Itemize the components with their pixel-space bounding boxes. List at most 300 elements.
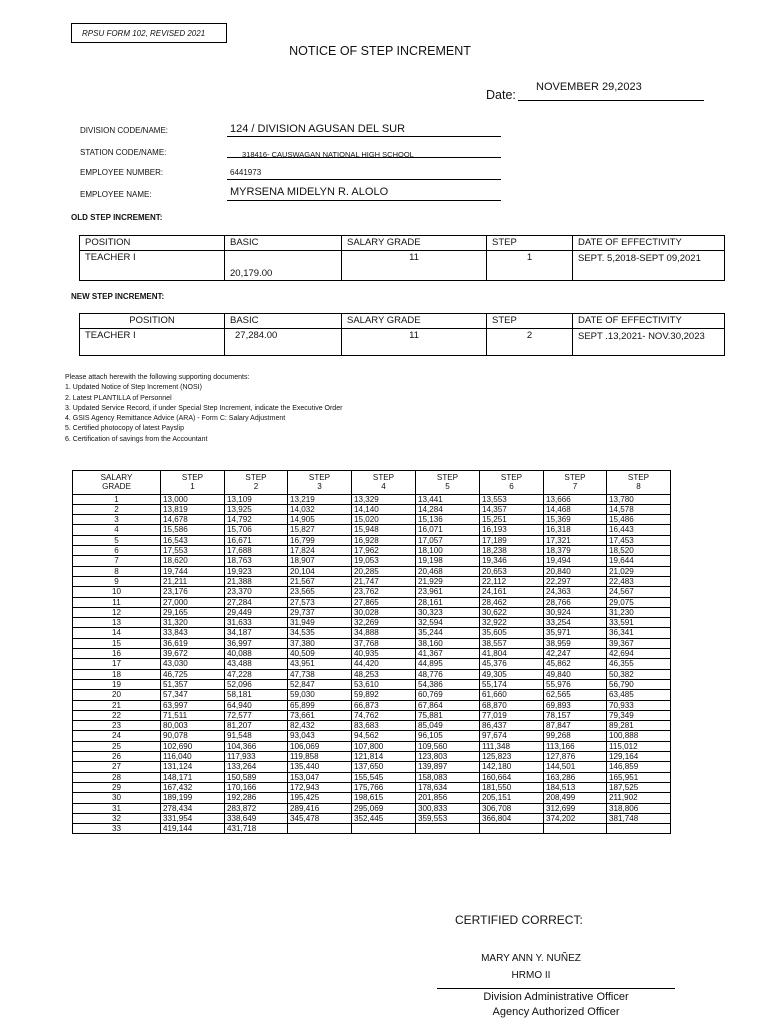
table-row (73, 494, 671, 504)
salary-cell: 62,565 (544, 690, 607, 700)
table-row (73, 515, 671, 525)
header-salary-grade (73, 471, 161, 495)
salary-cell: 135,440 (288, 762, 352, 772)
salary-grade-cell: 13 (73, 618, 161, 628)
designation-line-2: Agency Authorized Officer (492, 1006, 620, 1018)
header-line: STEP (436, 473, 459, 482)
header-line: 5 (445, 482, 450, 492)
salary-cell: 31,633 (225, 618, 288, 628)
salary-cell: 109,560 (416, 741, 480, 751)
salary-cell: 17,189 (480, 535, 544, 545)
division-value: 124 / DIVISION AGUSAN DEL SUR (230, 123, 406, 135)
salary-cell: 117,933 (225, 752, 288, 762)
salary-cell: 77,019 (480, 710, 544, 720)
salary-cell: 87,847 (544, 721, 607, 731)
salary-cell: 89,281 (607, 721, 671, 731)
salary-cell (352, 824, 416, 834)
salary-cell: 35,971 (544, 628, 607, 638)
salary-cell: 48,253 (352, 669, 416, 679)
salary-cell: 178,634 (416, 782, 480, 792)
salary-cell: 96,105 (416, 731, 480, 741)
salary-cell: 61,660 (480, 690, 544, 700)
salary-cell: 20,840 (544, 566, 607, 576)
salary-grade-cell: 25 (73, 741, 161, 751)
salary-cell: 331,954 (161, 813, 225, 823)
salary-cell: 18,238 (480, 546, 544, 556)
signature-line (437, 988, 675, 989)
table-row (73, 607, 671, 617)
old-header-basic: BASIC (225, 236, 342, 251)
salary-cell: 192,286 (225, 793, 288, 803)
header-line: GRADE (102, 482, 131, 492)
old-basic: 20,179.00 (225, 251, 342, 281)
old-step-table (79, 235, 725, 281)
salary-cell: 20,468 (416, 566, 480, 576)
salary-cell: 19,346 (480, 556, 544, 566)
salary-cell: 43,951 (288, 659, 352, 669)
salary-cell: 116,040 (161, 752, 225, 762)
salary-cell: 79,349 (607, 710, 671, 720)
salary-cell: 91,548 (225, 731, 288, 741)
salary-cell: 34,187 (225, 628, 288, 638)
salary-cell: 106,069 (288, 741, 352, 751)
salary-cell: 14,468 (544, 504, 607, 514)
salary-cell: 53,610 (352, 679, 416, 689)
supporting-documents (65, 373, 342, 445)
salary-cell: 67,864 (416, 700, 480, 710)
header-line: 7 (572, 482, 578, 492)
salary-grade-cell: 26 (73, 752, 161, 762)
salary-cell: 16,671 (225, 535, 288, 545)
salary-cell: 31,320 (161, 618, 225, 628)
salary-cell: 104,366 (225, 741, 288, 751)
salary-grade-cell: 7 (73, 556, 161, 566)
salary-cell: 18,620 (161, 556, 225, 566)
salary-cell: 27,000 (161, 597, 225, 607)
documents-intro: Please attach herewith the following supporting documents: (65, 374, 250, 381)
salary-cell: 16,928 (352, 535, 416, 545)
salary-cell: 60,769 (416, 690, 480, 700)
new-step-table (79, 313, 725, 356)
salary-cell: 36,997 (225, 638, 288, 648)
header-step-4 (352, 471, 416, 495)
table-row (73, 587, 671, 597)
salary-cell: 55,174 (480, 679, 544, 689)
salary-cell: 30,028 (352, 607, 416, 617)
salary-cell: 93,043 (288, 731, 352, 741)
salary-cell: 31,949 (288, 618, 352, 628)
salary-cell: 49,305 (480, 669, 544, 679)
salary-grade-cell: 3 (73, 515, 161, 525)
salary-cell: 30,622 (480, 607, 544, 617)
new-header-basic: BASIC (225, 314, 342, 329)
salary-cell: 16,443 (607, 525, 671, 535)
salary-cell: 34,888 (352, 628, 416, 638)
salary-cell: 283,872 (225, 803, 288, 813)
table-row (73, 649, 671, 659)
salary-cell: 127,876 (544, 752, 607, 762)
salary-cell: 40,088 (225, 649, 288, 659)
header-line: 8 (636, 482, 641, 492)
salary-cell: 58,181 (225, 690, 288, 700)
salary-cell: 102,690 (161, 741, 225, 751)
salary-cell: 21,029 (607, 566, 671, 576)
salary-cell: 35,605 (480, 628, 544, 638)
table-row (73, 669, 671, 679)
salary-cell: 115,012 (607, 741, 671, 751)
salary-cell: 32,594 (416, 618, 480, 628)
new-position: TEACHER I (80, 329, 225, 356)
salary-cell: 19,053 (352, 556, 416, 566)
salary-cell: 45,376 (480, 659, 544, 669)
table-row (73, 710, 671, 720)
salary-cell: 15,251 (480, 515, 544, 525)
salary-cell: 165,951 (607, 772, 671, 782)
salary-cell: 35,244 (416, 628, 480, 638)
salary-grade-cell: 29 (73, 782, 161, 792)
salary-cell: 24,161 (480, 587, 544, 597)
salary-cell: 431,718 (225, 824, 288, 834)
old-position: TEACHER I (80, 251, 225, 281)
salary-cell: 20,653 (480, 566, 544, 576)
salary-cell: 19,494 (544, 556, 607, 566)
salary-cell: 41,367 (416, 649, 480, 659)
header-line: 3 (317, 482, 322, 492)
header-step-3 (288, 471, 352, 495)
salary-cell: 38,160 (416, 638, 480, 648)
header-line: 1 (190, 482, 195, 492)
salary-cell: 38,557 (480, 638, 544, 648)
table-row (73, 679, 671, 689)
salary-cell: 15,948 (352, 525, 416, 535)
salary-grade-cell: 22 (73, 710, 161, 720)
salary-cell: 24,567 (607, 587, 671, 597)
salary-cell: 17,453 (607, 535, 671, 545)
header-step-2 (225, 471, 288, 495)
salary-cell: 23,370 (225, 587, 288, 597)
old-step-data-row (80, 251, 725, 281)
salary-grade-cell: 23 (73, 721, 161, 731)
salary-grade-cell: 24 (73, 731, 161, 741)
salary-cell: 69,893 (544, 700, 607, 710)
salary-cell: 71,511 (161, 710, 225, 720)
document-item: 5. Certified photocopy of latest Payslip (65, 425, 185, 433)
salary-cell: 55,976 (544, 679, 607, 689)
salary-cell: 99,268 (544, 731, 607, 741)
salary-cell: 39,672 (161, 649, 225, 659)
salary-grade-cell: 20 (73, 690, 161, 700)
salary-cell: 125,823 (480, 752, 544, 762)
salary-cell: 29,449 (225, 607, 288, 617)
salary-cell: 64,940 (225, 700, 288, 710)
employee-name-underline (227, 200, 501, 201)
station-underline (227, 157, 501, 158)
salary-cell: 14,357 (480, 504, 544, 514)
salary-cell: 28,161 (416, 597, 480, 607)
table-row (73, 803, 671, 813)
station-value: 318416- CAUSWAGAN NATIONAL HIGH SCHOOL (242, 150, 414, 159)
salary-grade-cell: 27 (73, 762, 161, 772)
division-label: DIVISION CODE/NAME: (80, 126, 169, 135)
header-line: SALARY (100, 473, 133, 482)
salary-cell: 133,264 (225, 762, 288, 772)
table-row (73, 752, 671, 762)
salary-cell: 163,286 (544, 772, 607, 782)
salary-grade-cell: 6 (73, 546, 161, 556)
salary-cell: 15,827 (288, 525, 352, 535)
table-row (73, 813, 671, 823)
salary-cell: 131,124 (161, 762, 225, 772)
salary-cell: 43,488 (225, 659, 288, 669)
salary-grade-cell: 9 (73, 576, 161, 586)
salary-cell: 16,543 (161, 535, 225, 545)
salary-cell: 14,032 (288, 504, 352, 514)
salary-cell: 148,171 (161, 772, 225, 782)
salary-cell: 170,166 (225, 782, 288, 792)
table-row (73, 690, 671, 700)
salary-cell: 14,284 (416, 504, 480, 514)
salary-cell: 137,650 (352, 762, 416, 772)
header-step-7 (544, 471, 607, 495)
salary-cell: 374,202 (544, 813, 607, 823)
date-value: NOVEMBER 29,2023 (536, 81, 642, 93)
salary-cell: 24,363 (544, 587, 607, 597)
salary-cell: 18,763 (225, 556, 288, 566)
station-label: STATION CODE/NAME: (80, 148, 167, 157)
salary-cell: 153,047 (288, 772, 352, 782)
salary-cell: 187,525 (607, 782, 671, 792)
salary-cell: 48,776 (416, 669, 480, 679)
salary-cell: 32,922 (480, 618, 544, 628)
date-label: Date: (486, 88, 516, 102)
document-item: 4. GSIS Agency Remittance Advice (ARA) - Form C: Salary Adjustment (65, 415, 286, 423)
salary-cell: 18,520 (607, 546, 671, 556)
salary-cell: 15,486 (607, 515, 671, 525)
salary-cell: 23,961 (416, 587, 480, 597)
salary-cell: 318,806 (607, 803, 671, 813)
salary-cell: 59,030 (288, 690, 352, 700)
salary-grade-cell: 17 (73, 659, 161, 669)
salary-cell: 38,959 (544, 638, 607, 648)
table-row (73, 628, 671, 638)
table-row (73, 576, 671, 586)
salary-cell: 16,071 (416, 525, 480, 535)
new-header-date: DATE OF EFFECTIVITY (573, 314, 725, 329)
salary-cell: 36,619 (161, 638, 225, 648)
salary-grade-cell: 31 (73, 803, 161, 813)
salary-cell: 17,962 (352, 546, 416, 556)
salary-cell: 97,674 (480, 731, 544, 741)
salary-cell: 57,347 (161, 690, 225, 700)
page-title: NOTICE OF STEP INCREMENT (289, 44, 471, 58)
salary-cell: 19,744 (161, 566, 225, 576)
salary-cell: 22,112 (480, 576, 544, 586)
salary-cell: 80,003 (161, 721, 225, 731)
salary-cell: 129,164 (607, 752, 671, 762)
salary-cell: 37,380 (288, 638, 352, 648)
salary-cell: 13,925 (225, 504, 288, 514)
salary-cell: 175,766 (352, 782, 416, 792)
salary-cell: 43,030 (161, 659, 225, 669)
salary-cell: 15,586 (161, 525, 225, 535)
table-row (73, 762, 671, 772)
table-row (73, 731, 671, 741)
salary-cell: 184,513 (544, 782, 607, 792)
salary-cell: 107,800 (352, 741, 416, 751)
salary-cell: 15,706 (225, 525, 288, 535)
salary-cell (288, 824, 352, 834)
employee-number-value: 6441973 (230, 168, 262, 177)
header-step-1 (161, 471, 225, 495)
salary-cell: 205,151 (480, 793, 544, 803)
new-salary-grade: 11 (342, 329, 487, 356)
old-date: SEPT. 5,2018-SEPT 09,2021 (573, 251, 725, 281)
salary-cell (480, 824, 544, 834)
old-step: 1 (487, 251, 573, 281)
header-line: STEP (564, 473, 586, 482)
signatory-name: MARY ANN Y. NUÑEZ (481, 953, 581, 964)
salary-cell: 18,907 (288, 556, 352, 566)
salary-cell: 14,792 (225, 515, 288, 525)
salary-cell: 22,297 (544, 576, 607, 586)
salary-cell: 13,666 (544, 494, 607, 504)
table-row (73, 504, 671, 514)
salary-grade-cell: 18 (73, 669, 161, 679)
new-step: 2 (487, 329, 573, 356)
salary-cell: 46,725 (161, 669, 225, 679)
salary-grade-cell: 8 (73, 566, 161, 576)
table-row (73, 597, 671, 607)
salary-cell: 83,683 (352, 721, 416, 731)
salary-cell: 47,738 (288, 669, 352, 679)
salary-cell: 27,573 (288, 597, 352, 607)
salary-cell: 15,369 (544, 515, 607, 525)
document-item: 2. Latest PLANTILLA of Personnel (65, 394, 172, 402)
salary-cell: 13,441 (416, 494, 480, 504)
employee-name-label: EMPLOYEE NAME: (80, 190, 152, 199)
salary-cell: 17,057 (416, 535, 480, 545)
employee-number-underline (227, 179, 501, 180)
certified-heading: CERTIFIED CORRECT: (455, 913, 583, 927)
salary-cell: 33,254 (544, 618, 607, 628)
salary-grade-cell: 28 (73, 772, 161, 782)
salary-cell: 28,462 (480, 597, 544, 607)
new-basic: 27,284.00 (225, 329, 342, 356)
salary-grade-cell: 11 (73, 597, 161, 607)
salary-cell (607, 824, 671, 834)
salary-cell: 23,762 (352, 587, 416, 597)
salary-cell: 158,083 (416, 772, 480, 782)
designation-line-1: Division Administrative Officer (483, 991, 629, 1003)
salary-cell: 63,485 (607, 690, 671, 700)
salary-cell: 345,478 (288, 813, 352, 823)
table-row (73, 525, 671, 535)
salary-cell: 198,615 (352, 793, 416, 803)
salary-cell: 90,078 (161, 731, 225, 741)
header-line: 2 (253, 482, 259, 492)
salary-grade-cell: 4 (73, 525, 161, 535)
salary-cell: 13,819 (161, 504, 225, 514)
salary-cell: 21,388 (225, 576, 288, 586)
new-step-heading: NEW STEP INCREMENT: (71, 292, 165, 301)
salary-grade-cell: 1 (73, 494, 161, 504)
salary-grade-cell: 21 (73, 700, 161, 710)
salary-cell: 44,420 (352, 659, 416, 669)
signatory-title: HRMO II (511, 970, 551, 981)
salary-cell: 59,892 (352, 690, 416, 700)
salary-cell: 20,104 (288, 566, 352, 576)
salary-cell: 14,905 (288, 515, 352, 525)
header-line: STEP (245, 473, 267, 482)
new-date: SEPT .13,2021- NOV.30,2023 (573, 329, 725, 356)
header-line: STEP (181, 473, 204, 482)
old-step-header-row (80, 236, 725, 251)
salary-cell: 16,193 (480, 525, 544, 535)
salary-cell: 49,840 (544, 669, 607, 679)
salary-cell: 81,207 (225, 721, 288, 731)
salary-cell: 75,881 (416, 710, 480, 720)
table-row (73, 824, 671, 834)
salary-cell: 41,804 (480, 649, 544, 659)
salary-cell: 63,997 (161, 700, 225, 710)
salary-cell: 15,020 (352, 515, 416, 525)
salary-cell: 18,100 (416, 546, 480, 556)
salary-grade-cell: 12 (73, 607, 161, 617)
salary-header-row (73, 471, 671, 495)
header-line: 4 (381, 482, 386, 492)
salary-cell: 30,924 (544, 607, 607, 617)
salary-cell: 72,577 (225, 710, 288, 720)
salary-cell: 352,445 (352, 813, 416, 823)
salary-cell: 20,285 (352, 566, 416, 576)
salary-grade-cell: 30 (73, 793, 161, 803)
table-row (73, 556, 671, 566)
salary-cell: 160,664 (480, 772, 544, 782)
salary-cell: 47,228 (225, 669, 288, 679)
table-row (73, 772, 671, 782)
salary-cell: 21,211 (161, 576, 225, 586)
salary-cell: 144,501 (544, 762, 607, 772)
salary-cell: 68,870 (480, 700, 544, 710)
salary-cell: 14,140 (352, 504, 416, 514)
header-step-6 (480, 471, 544, 495)
salary-cell: 14,678 (161, 515, 225, 525)
salary-cell: 78,157 (544, 710, 607, 720)
salary-cell: 50,382 (607, 669, 671, 679)
salary-cell: 40,509 (288, 649, 352, 659)
form-code-box (71, 23, 227, 43)
salary-cell: 27,284 (225, 597, 288, 607)
salary-cell: 27,865 (352, 597, 416, 607)
old-header-step: STEP (487, 236, 573, 251)
salary-grade-cell: 5 (73, 535, 161, 545)
document-item: 1. Updated Notice of Step Increment (NOSI) (65, 384, 202, 392)
salary-cell: 28,766 (544, 597, 607, 607)
table-row (73, 638, 671, 648)
salary-cell: 181,550 (480, 782, 544, 792)
salary-cell: 419,144 (161, 824, 225, 834)
header-line: STEP (500, 473, 523, 482)
salary-cell: 23,565 (288, 587, 352, 597)
salary-schedule-table (72, 470, 671, 834)
salary-cell: 31,230 (607, 607, 671, 617)
salary-cell (544, 824, 607, 834)
document-item: 3. Updated Service Record, if under Special Step Increment, indicate the Executive Order (65, 404, 343, 412)
old-header-position: POSITION (80, 236, 225, 251)
table-row (73, 659, 671, 669)
salary-cell: 42,694 (607, 649, 671, 659)
salary-cell: 295,069 (352, 803, 416, 813)
